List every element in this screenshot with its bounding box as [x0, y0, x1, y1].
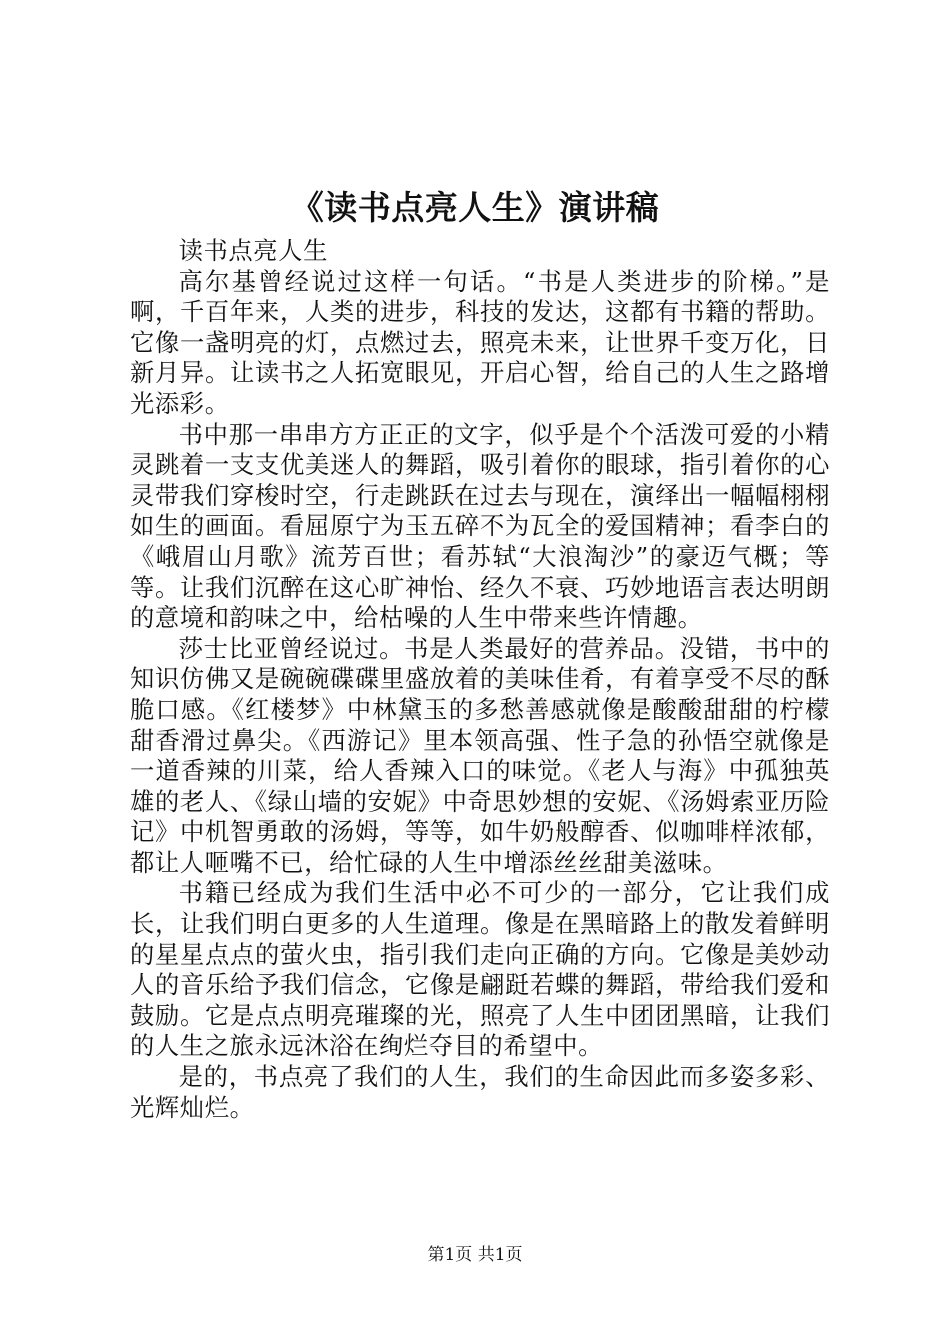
- body-paragraph: 书籍已经成为我们生活中必不可少的一部分，它让我们成长，让我们明白更多的人生道理。像是在黑暗路上的散发着鲜明的星星点点的萤火虫，指引我们走向正确的方向。它像是美妙动人的音乐给予我们信念，它像是翩跹若蝶的舞蹈，带给我们爱和鼓励。它是点点明亮璀璨的光，照亮了人生中团团黑暗，让我们的人生之旅永远沐浴在绚烂夺目的希望中。: [130, 878, 830, 1061]
- body-paragraph: 莎士比亚曾经说过。书是人类最好的营养品。没错，书中的知识仿佛又是碗碗碟碟里盛放着的美味佳肴，有着享受不尽的酥脆口感。《红楼梦》中林黛玉的多愁善感就像是酸酸甜甜的柠檬甜香滑过鼻尖。《西游记》里本领高强、性子急的孙悟空就像是一道香辣的川菜，给人香辣入口的味觉。《老人与海》中孤独英雄的老人、《绿山墙的安妮》中奇思妙想的安妮、《汤姆索亚历险记》中机智勇敢的汤姆，等等，如牛奶般醇香、似咖啡样浓郁，都让人咂嘴不已，给忙碌的人生中增添丝丝甜美滋味。: [130, 633, 830, 877]
- body-paragraph: 书中那一串串方方正正的文字，似乎是个个活泼可爱的小精灵跳着一支支优美迷人的舞蹈，吸引着你的眼球，指引着你的心灵带我们穿梭时空，行走跳跃在过去与现在，演绎出一幅幅栩栩如生的画面。看屈原宁为玉五碎不为瓦全的爱国精神；看李白的《峨眉山月歌》流芳百世；看苏轼“大浪淘沙”的豪迈气概；等等。让我们沉醉在这心旷神怡、经久不衰、巧妙地语言表达明朗的意境和韵味之中，给枯噪的人生中带来些许情趣。: [130, 419, 830, 633]
- document-body: [130, 236, 830, 1123]
- document-title: 《读书点亮人生》演讲稿: [290, 188, 660, 227]
- body-paragraph: 读书点亮人生: [178, 236, 328, 265]
- body-paragraph: 是的，书点亮了我们的人生，我们的生命因此而多姿多彩、光辉灿烂。: [130, 1062, 830, 1122]
- body-paragraph: 高尔基曾经说过这样一句话。“书是人类进步的阶梯。”是啊，千百年来，人类的进步，科技的发达，这都有书籍的帮助。它像一盏明亮的灯，点燃过去，照亮未来，让世界千变万化，日新月异。让读书之人拓宽眼见，开启心智，给自己的人生之路增光添彩。: [130, 266, 830, 418]
- page-number-footer: 第1页 共1页: [427, 1245, 523, 1265]
